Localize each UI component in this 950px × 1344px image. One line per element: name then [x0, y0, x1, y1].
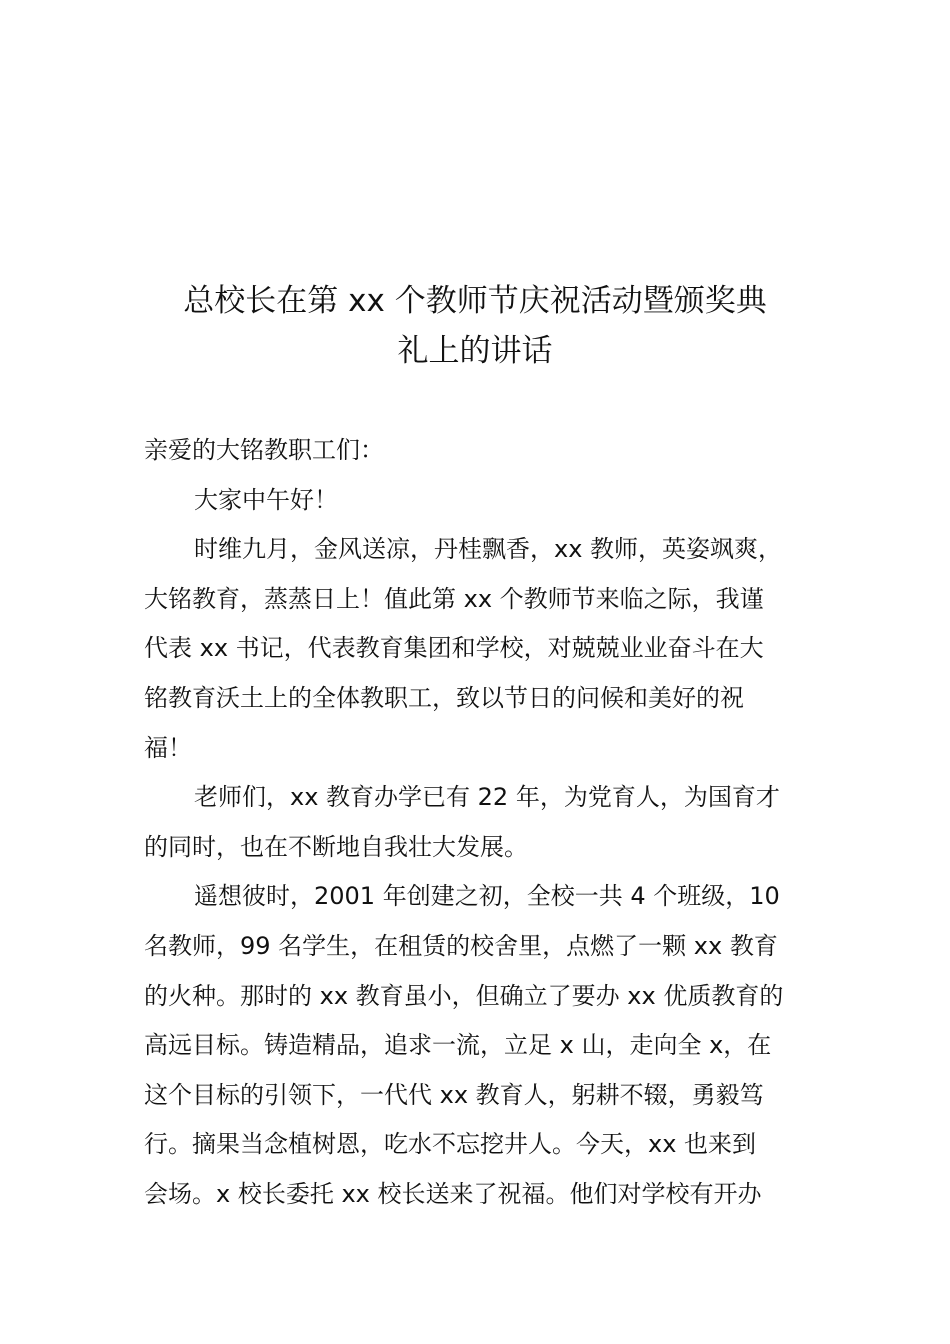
salutation: 亲爱的大铭教职工们： — [144, 436, 384, 464]
paragraph-3-line-3: 的火种。那时的 xx 教育虽小，但确立了要办 xx 优质教育的 — [144, 981, 784, 1010]
paragraph-3-line-2: 名教师，99 名学生，在租赁的校舍里，点燃了一颗 xx 教育 — [144, 931, 778, 960]
paragraph-1-line-5: 福！ — [144, 733, 192, 762]
paragraph-1 — [144, 525, 834, 773]
paragraph-3 — [144, 872, 834, 1219]
document-title — [130, 276, 820, 376]
title-line-2: 礼上的讲话 — [397, 333, 553, 369]
document-body — [144, 426, 834, 1220]
paragraph-2-line-2: 的同时，也在不断地自我壮大发展。 — [144, 832, 528, 861]
paragraph-2-line-1: 老师们，xx 教育办学已有 22 年，为党育人，为国育才 — [194, 783, 780, 812]
paragraph-1-line-4: 铭教育沃土上的全体教职工，致以节日的问候和美好的祝 — [144, 683, 744, 712]
paragraph-3-line-1: 遥想彼时，2001 年创建之初，全校一共 4 个班级，10 — [194, 882, 780, 911]
paragraph-3-line-6: 行。摘果当念植树恩，吃水不忘挖井人。今天，xx 也来到 — [144, 1130, 757, 1159]
paragraph-1-line-1: 时维九月，金风送凉，丹桂飘香，xx 教师，英姿飒爽， — [194, 535, 783, 564]
paragraph-3-line-5: 这个目标的引领下，一代代 xx 教育人，躬耕不辍，勇毅笃 — [144, 1080, 764, 1109]
paragraph-3-line-7: 会场。x 校长委托 xx 校长送来了祝福。他们对学校有开办 — [144, 1179, 762, 1208]
title-line-1: 总校长在第 xx 个教师节庆祝活动暨颁奖典 — [183, 283, 767, 319]
paragraph-3-line-4: 高远目标。铸造精品，追求一流，立足 x 山，走向全 x，在 — [144, 1031, 772, 1060]
paragraph-1-line-2: 大铭教育，蒸蒸日上！值此第 xx 个教师节来临之际，我谨 — [144, 584, 764, 613]
greeting: 大家中午好！ — [194, 485, 338, 514]
paragraph-2 — [144, 773, 834, 872]
paragraph-1-line-3: 代表 xx 书记，代表教育集团和学校，对兢兢业业奋斗在大 — [144, 634, 764, 663]
